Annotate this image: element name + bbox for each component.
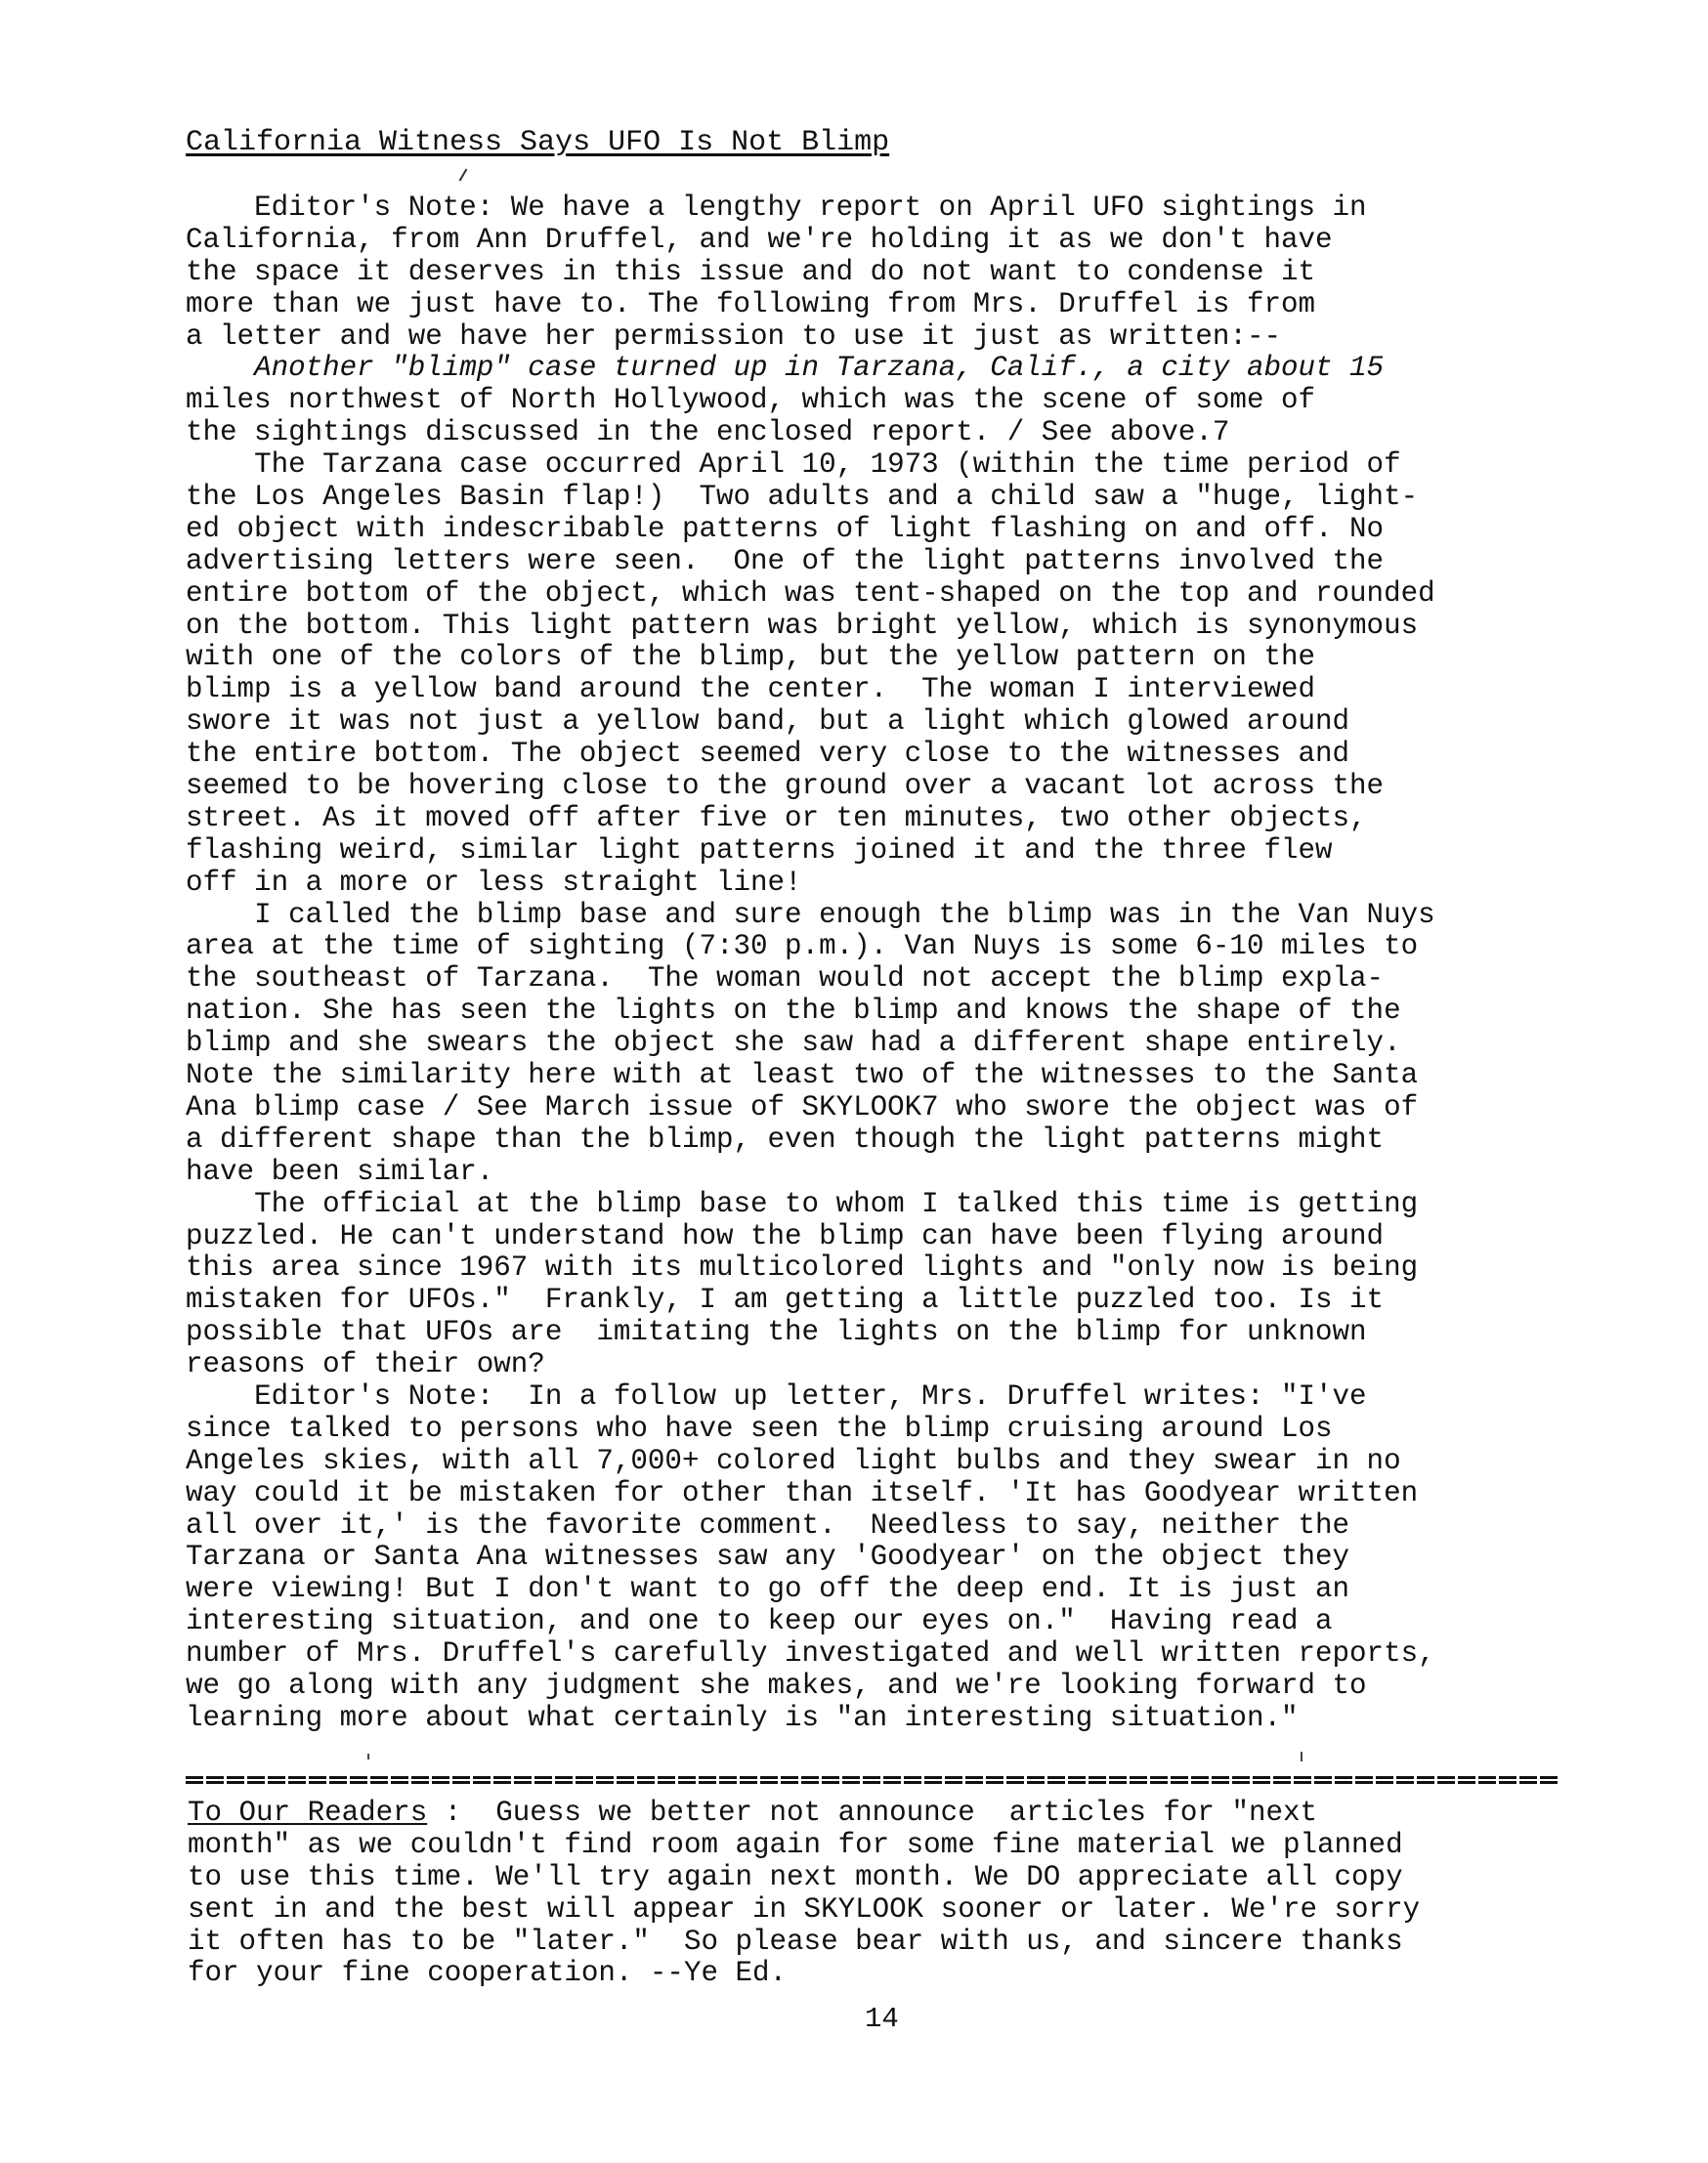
readers-note-heading: To Our Readers <box>188 1797 428 1829</box>
body-line: possible that UFOs are imitating the lights on the blimp for unknown <box>186 1316 1367 1349</box>
body-line: the space it deserves in this issue and do not want to condense it <box>186 255 1316 288</box>
body-line: area at the time of sighting (7:30 p.m.). Van Nuys is some 6-10 miles to <box>186 930 1419 963</box>
article-body <box>186 192 1602 1735</box>
body-line: have been similar. <box>186 1155 494 1188</box>
readers-note-line: To Our Readers : Guess we better not announce articles for "next <box>188 1797 1318 1829</box>
page-number: 14 <box>865 2003 899 2035</box>
article-title: California Witness Says UFO Is Not Blimp <box>186 126 890 159</box>
readers-note-line: month" as we couldn't find room again for some fine material we planned <box>188 1828 1403 1861</box>
body-line: mistaken for UFOs." Frankly, I am getting a little puzzled too. Is it <box>186 1284 1385 1317</box>
body-line: more than we just have to. The following from Mrs. Druffel is from <box>186 287 1316 320</box>
readers-note-line: it often has to be "later." So please bear with us, and sincere thanks <box>188 1925 1403 1958</box>
body-line: the southeast of Tarzana. The woman would not accept the blimp expla- <box>186 962 1385 996</box>
readers-note-line: to use this time. We'll try again next month. We DO appreciate all copy <box>188 1860 1403 1893</box>
section-divider <box>186 1776 1560 1784</box>
body-line: way could it be mistaken for other than itself. 'It has Goodyear written <box>186 1476 1419 1509</box>
body-line: the Los Angeles Basin flap!) Two adults and a child saw a "huge, light- <box>186 481 1419 514</box>
body-line: interesting situation, and one to keep our eyes on." Having read a <box>186 1605 1333 1638</box>
body-line: the sightings discussed in the enclosed report. / See above.7 <box>186 416 1230 449</box>
body-line: swore it was not just a yellow band, but a light which glowed around <box>186 705 1350 739</box>
body-line: California, from Ann Druffel, and we're holding it as we don't have <box>186 223 1333 256</box>
body-line: nation. She has seen the lights on the blimp and knows the shape of the <box>186 995 1401 1028</box>
body-line: seemed to be hovering close to the ground over a vacant lot across the <box>186 770 1385 803</box>
body-line: reasons of their own? <box>186 1348 545 1381</box>
body-line: since talked to persons who have seen the blimp cruising around Los <box>186 1412 1333 1445</box>
stray-mark <box>459 168 468 181</box>
body-line: off in a more or less straight line! <box>186 866 802 899</box>
body-line: Angeles skies, with all 7,000+ colored light bulbs and they swear in no <box>186 1444 1401 1477</box>
readers-note <box>188 1798 1604 1990</box>
body-line: Ana blimp case / See March issue of SKYLOOK7 who swore the object was of <box>186 1090 1419 1124</box>
readers-note-line: for your fine cooperation. --Ye Ed. <box>188 1957 788 1990</box>
body-line: we go along with any judgment she makes, and we're looking forward to <box>186 1669 1367 1702</box>
body-line: puzzled. He can't understand how the blimp can have been flying around <box>186 1219 1385 1252</box>
body-line: advertising letters were seen. One of the light patterns involved the <box>186 544 1385 577</box>
body-line: The official at the blimp base to whom I talked this time is getting <box>254 1187 1419 1220</box>
body-line: on the bottom. This light pattern was bright yellow, which is synonymous <box>186 609 1419 642</box>
body-line: with one of the colors of the blimp, but the yellow pattern on the <box>186 641 1316 674</box>
body-line: street. As it moved off after five or ten minutes, two other objects, <box>186 801 1367 834</box>
body-line: miles northwest of North Hollywood, which was the scene of some of <box>186 384 1316 417</box>
body-line: were viewing! But I don't want to go off the deep end. It is just an <box>186 1573 1350 1606</box>
body-line: number of Mrs. Druffel's carefully investigated and well written reports, <box>186 1637 1435 1671</box>
body-line: this area since 1967 with its multicolored lights and "only now is being <box>186 1251 1419 1285</box>
body-line: entire bottom of the object, which was tent-shaped on the top and rounded <box>186 576 1435 610</box>
body-line: The Tarzana case occurred April 10, 1973 (within the time period of <box>254 448 1401 482</box>
stray-mark <box>1301 1752 1302 1761</box>
body-line: learning more about what certainly is "an interesting situation." <box>186 1701 1299 1734</box>
stray-mark <box>367 1754 369 1760</box>
body-line: a different shape than the blimp, even though the light patterns might <box>186 1123 1385 1156</box>
body-line: ed object with indescribable patterns of light flashing on and off. No <box>186 512 1385 545</box>
body-line: Editor's Note: In a follow up letter, Mrs. Druffel writes: "I've <box>254 1379 1367 1413</box>
body-line: all over it,' is the favorite comment. Needless to say, neither the <box>186 1508 1350 1542</box>
body-line: Another "blimp" case turned up in Tarzana, Calif., a city about 15 <box>254 352 1385 385</box>
body-line: Editor's Note: We have a lengthy report on April UFO sightings in <box>254 191 1367 224</box>
body-line: Tarzana or Santa Ana witnesses saw any 'Goodyear' on the object they <box>186 1541 1350 1574</box>
body-line: Note the similarity here with at least two of the witnesses to the Santa <box>186 1059 1419 1092</box>
body-line: the entire bottom. The object seemed very close to the witnesses and <box>186 738 1350 771</box>
body-line: blimp and she swears the object she saw had a different shape entirely. <box>186 1027 1401 1060</box>
body-line: blimp is a yellow band around the center. The woman I interviewed <box>186 673 1316 706</box>
body-line: flashing weird, similar light patterns joined it and the three flew <box>186 833 1333 867</box>
body-line: a letter and we have her permission to use it just as written:-- <box>186 319 1281 353</box>
body-line: I called the blimp base and sure enough the blimp was in the Van Nuys <box>254 898 1435 931</box>
readers-note-line: sent in and the best will appear in SKYLOOK sooner or later. We're sorry <box>188 1892 1421 1926</box>
